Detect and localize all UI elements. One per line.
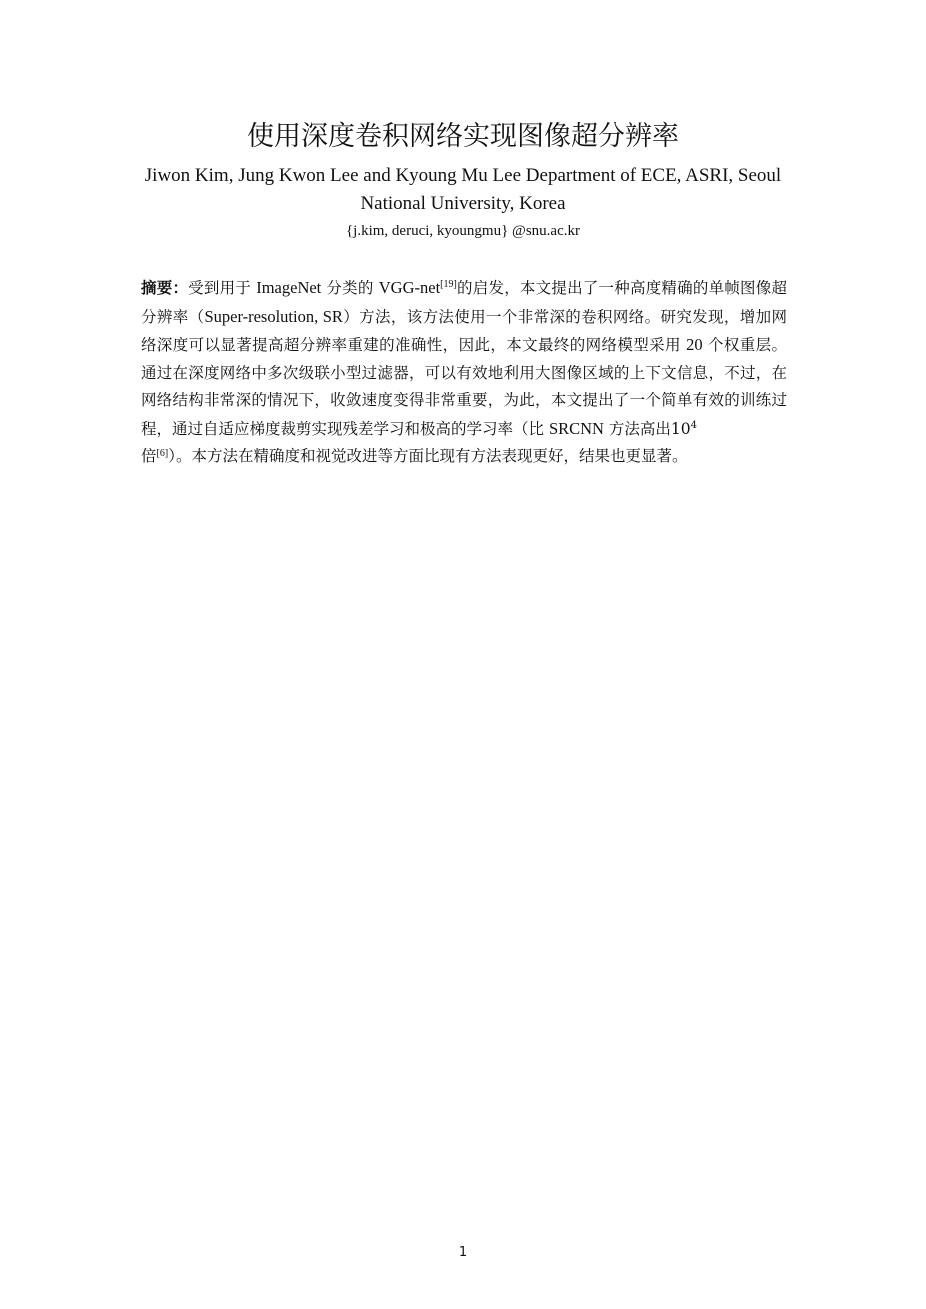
abstract-text: ）方法，该方法使用一个非常深的卷积网络。研究发现，增加网络深度可以显著提高超分辨率重建的准确性，因此，本文最终的网络模型采用 <box>141 307 787 354</box>
math-expression <box>671 420 697 438</box>
abstract-paragraph <box>141 274 787 471</box>
abstract-text: SRCNN <box>548 418 604 438</box>
abstract-label: 摘要： <box>141 279 189 297</box>
abstract-text: 分类的 <box>321 279 379 297</box>
citation-ref: [19] <box>440 279 457 290</box>
abstract-text: 20 <box>686 335 703 354</box>
author-email: {j.kim, deruci, kyoungmu} @snu.ac.kr <box>345 223 580 239</box>
citation-ref: [6] <box>156 448 169 459</box>
abstract-text: ）。本方法在精确度和视觉改进等方面比现有方法表现更好，结果也更显著。 <box>168 447 688 465</box>
abstract-text: Super-resolution, SR <box>204 306 343 326</box>
abstract-text: 个权重层。通过在深度网络中多次级联小型过滤器，可以有效地利用大图像区域的上下文信息，不过，在网络结构非常深的情况下，收敛速度变得非常重要，为此，本文提出了一个简单有效的训练过程，通过自适应梯度裁剪实现残差学习和极高的学习率（比 <box>141 336 787 438</box>
paper-title: 使用深度卷积网络实现图像超分辨率 <box>247 121 679 152</box>
math-exponent: 4 <box>690 419 698 431</box>
author-affiliation: Jiwon Kim, Jung Kwon Lee and Kyoung Mu Lee Department of ECE, ASRI, Seoul National University, Korea <box>144 165 782 214</box>
abstract-text: 受到用于 <box>188 279 257 297</box>
abstract-text: 方法高出 <box>603 419 671 438</box>
abstract-text: ImageNet <box>256 278 322 297</box>
abstract-text: VGG-net <box>378 278 441 297</box>
abstract-text: 的启发，本文提出了一种高度精确的单帧图像超分辨率（ <box>141 279 787 326</box>
math-base: 10 <box>670 419 691 438</box>
page-number: 1 <box>458 1245 468 1260</box>
abstract-text: 倍 <box>141 447 157 465</box>
